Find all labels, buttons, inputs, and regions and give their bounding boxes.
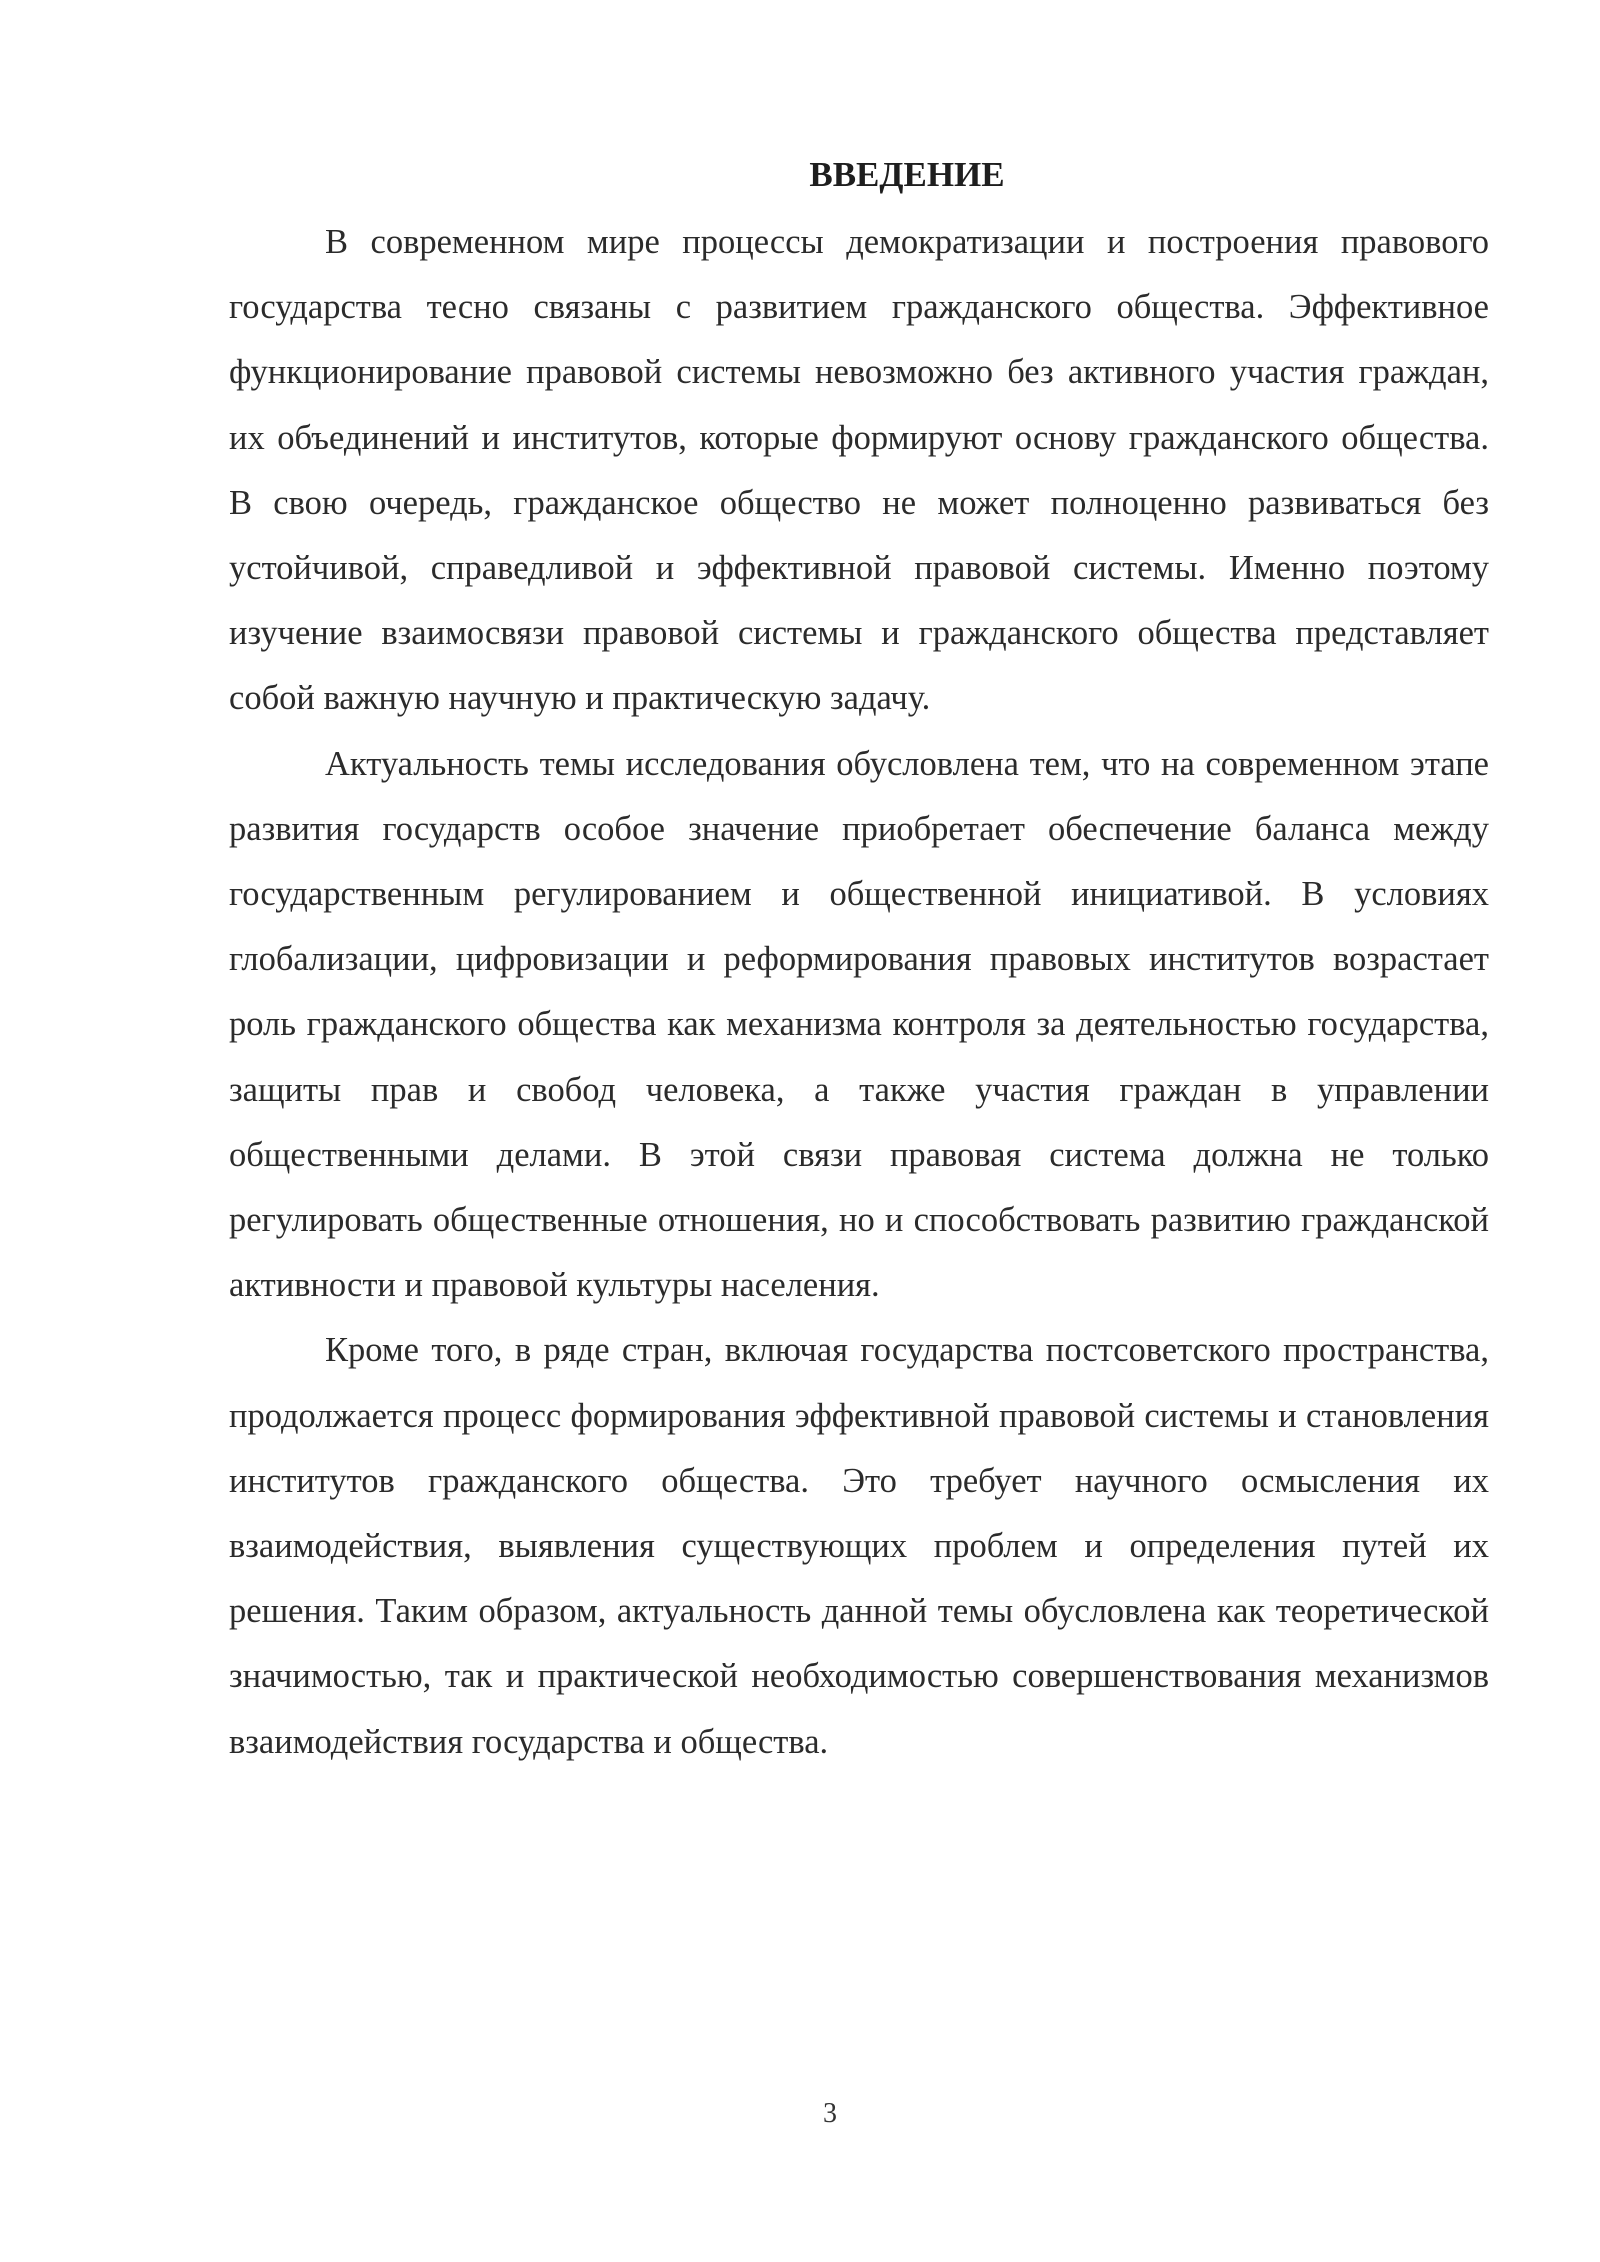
page-content — [229, 150, 1489, 1775]
paragraph-relevance: Актуальность темы исследования обусловлена тем, что на современном этапе развития государств особое значение приобретает обеспечение баланса между государственным регулированием и общественной инициативой. В условиях глобализации, цифровизации и реформирования правовых институтов возрастает роль гражданского общества как механизма контроля за деятельностью государства, защиты прав и свобод человека, а также участия граждан в управлении общественными делами. В этой связи правовая система должна не только регулировать общественные отношения, но и способствовать развитию гражданской активности и правовой культуры населения. — [229, 744, 1489, 1305]
section-heading: ВВЕДЕНИЕ — [809, 155, 1005, 194]
paragraph-intro: В современном мире процессы демократизации и построения правового государства тесно связаны с развитием гражданского общества. Эффективное функционирование правовой системы невозможно без активного участия граждан, их объединений и институтов, которые формируют основу гражданского общества. В свою очередь, гражданское общество не может полноценно развиваться без устойчивой, справедливой и эффективной правовой системы. Именно поэтому изучение взаимосвязи правовой системы и гражданского общества представляет собой важную научную и практическую задачу. — [229, 223, 1489, 718]
page-number: 3 — [823, 2098, 837, 2129]
paragraph-post-soviet: Кроме того, в ряде стран, включая государства постсоветского пространства, продолжается процесс формирования эффективной правовой системы и становления институтов гражданского общества. Это требует научного осмысления их взаимодействия, выявления существующих проблем и определения путей их решения. Таким образом, актуальность данной темы обусловлена как теоретической значимостью, так и практической необходимостью совершенствования механизмов взаимодействия государства и общества. — [229, 1331, 1489, 1761]
